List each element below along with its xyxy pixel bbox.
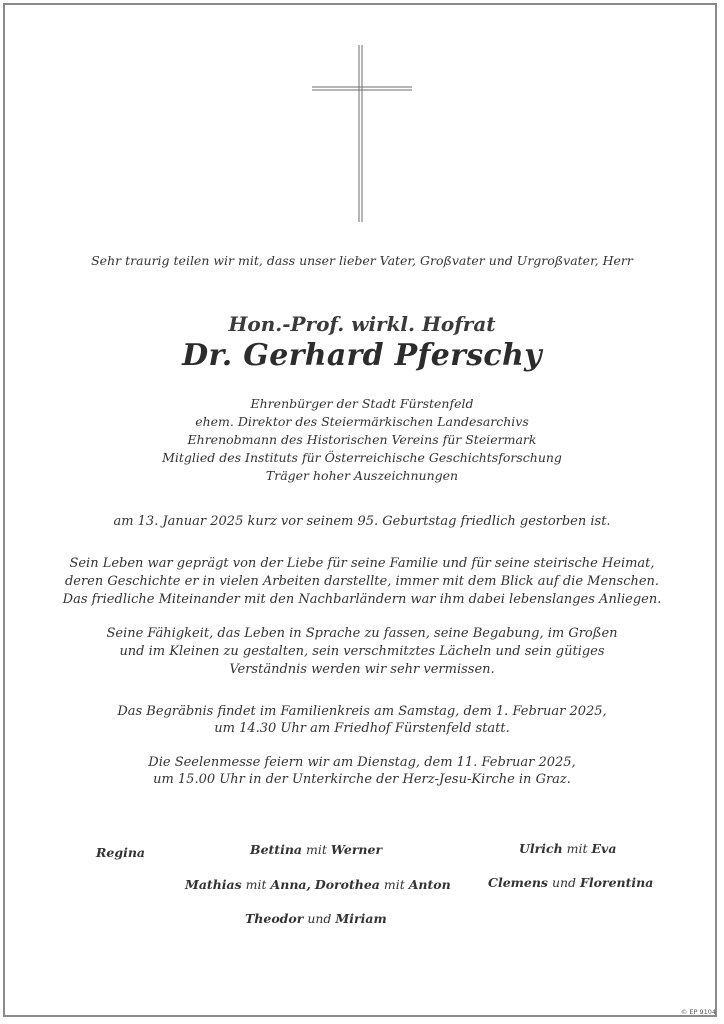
family-mathias bbox=[185, 877, 451, 892]
connector-text: mit bbox=[566, 841, 588, 856]
family-regina bbox=[96, 845, 145, 860]
family-name: Clemens bbox=[488, 875, 548, 890]
paragraph2-line: Verständnis werden wir sehr vermissen. bbox=[229, 662, 495, 677]
family-name: Anna, bbox=[270, 877, 311, 892]
funeral-line: Das Begräbnis findet im Familienkreis am Samstag, dem 1. Februar 2025, bbox=[117, 704, 607, 719]
mass-line: Die Seelenmesse feiern wir am Dienstag, dem 11. Februar 2025, bbox=[148, 755, 576, 770]
cross-icon bbox=[0, 0, 724, 240]
connector-text: und bbox=[307, 911, 332, 926]
paragraph2-line: und im Kleinen zu gestalten, sein verschmitztes Lächeln und sein gütiges bbox=[119, 644, 605, 659]
family-theodor-miriam bbox=[245, 911, 387, 926]
intro-text: Sehr traurig teilen wir mit, dass unser lieber Vater, Großvater und Urgroßvater, Herr bbox=[91, 253, 633, 268]
paragraph1-line: deren Geschichte er in vielen Arbeiten darstellte, immer mit dem Blick auf die Menschen. bbox=[64, 574, 660, 589]
connector-text: mit bbox=[306, 842, 327, 857]
funeral-line: um 14.30 Uhr am Friedhof Fürstenfeld statt. bbox=[214, 721, 510, 736]
mass-line: um 15.00 Uhr in der Unterkirche der Herz-Jesu-Kirche in Graz. bbox=[153, 772, 571, 787]
family-name: Eva bbox=[591, 841, 617, 856]
family-clemens-florentina bbox=[488, 875, 653, 890]
honor-line: Träger hoher Auszeichnungen bbox=[265, 468, 459, 483]
family-name: Bettina bbox=[250, 842, 303, 857]
connector-text: mit bbox=[383, 877, 405, 892]
paragraph1-line: Sein Leben war geprägt von der Liebe für seine Familie und für seine steirische Heimat, bbox=[69, 556, 655, 571]
paragraph2-line: Seine Fähigkeit, das Leben in Sprache zu fassen, seine Begabung, im Großen bbox=[106, 626, 618, 641]
family-name: Florentina bbox=[580, 875, 654, 890]
connector-text: und bbox=[551, 875, 577, 890]
family-name: Anton bbox=[408, 877, 451, 892]
family-name: Werner bbox=[330, 842, 383, 857]
family-name: Theodor bbox=[245, 911, 304, 926]
deceased-name: Dr. Gerhard Pferschy bbox=[182, 338, 542, 373]
honor-line: Ehrenbürger der Stadt Fürstenfeld bbox=[250, 396, 474, 411]
family-name: Ulrich bbox=[519, 841, 563, 856]
family-ulrich-eva bbox=[519, 841, 616, 856]
honor-line: Mitglied des Instituts für Österreichische Geschichtsforschung bbox=[162, 450, 562, 465]
family-name: Dorothea bbox=[314, 877, 380, 892]
family-bettina-werner bbox=[250, 842, 382, 857]
family-name: Miriam bbox=[335, 911, 387, 926]
paragraph1-line: Das friedliche Miteinander mit den Nachbarländern war ihm dabei lebenslanges Anliegen. bbox=[62, 592, 662, 607]
death-announcement: am 13. Januar 2025 kurz vor seinem 95. Geburtstag friedlich gestorben ist. bbox=[113, 514, 611, 529]
copyright-mark: © EP 9104 bbox=[680, 1008, 716, 1016]
honor-line: Ehrenobmann des Historischen Vereins für Steiermark bbox=[187, 432, 537, 447]
family-name: Regina bbox=[96, 845, 146, 860]
academic-title: Hon.-Prof. wirkl. Hofrat bbox=[228, 312, 496, 336]
connector-text: mit bbox=[245, 877, 267, 892]
family-name: Mathias bbox=[185, 877, 242, 892]
honor-line: ehem. Direktor des Steiermärkischen Landesarchivs bbox=[195, 414, 529, 429]
